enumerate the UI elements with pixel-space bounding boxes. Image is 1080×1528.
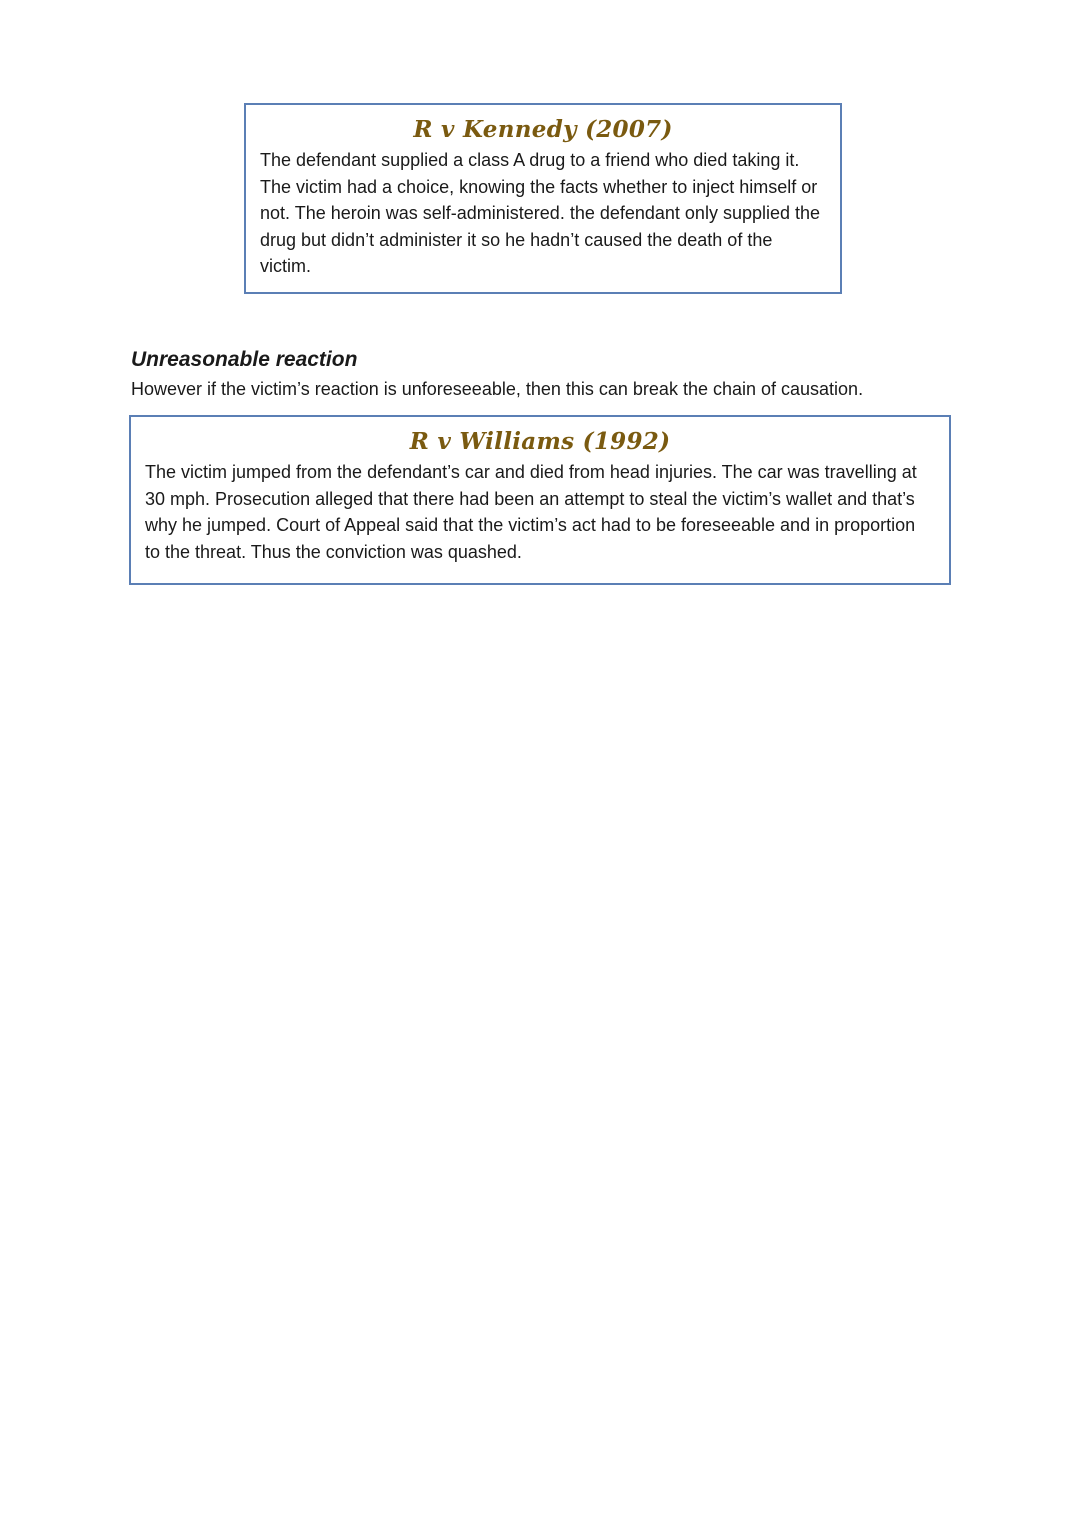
case-box-kennedy bbox=[244, 103, 842, 294]
section-text: However if the victim’s reaction is unforeseeable, then this can break the chain of causation. bbox=[131, 379, 864, 399]
section-heading: Unreasonable reaction bbox=[131, 348, 358, 371]
case-box-williams bbox=[129, 415, 951, 585]
case-title-kennedy: R v Kennedy (2007) bbox=[413, 116, 673, 143]
case-body-williams: The victim jumped from the defendant’s car and died from head injuries. The car was travelling at 30 mph. Prosecution alleged that there had been an attempt to steal the victim’s wallet and that’s why he jumped. Court of Appeal said that the victim’s act had to be foreseeable and in proportion to the threat. Thus the conviction was quashed. bbox=[145, 462, 917, 562]
case-title-williams: R v Williams (1992) bbox=[409, 428, 671, 455]
case-body-kennedy: The defendant supplied a class A drug to a friend who died taking it. The victim had a choice, knowing the facts whether to inject himself or not. The heroin was self-administered. the defendant only supplied the drug but didn’t administer it so he hadn’t caused the death of the victim. bbox=[260, 150, 821, 277]
